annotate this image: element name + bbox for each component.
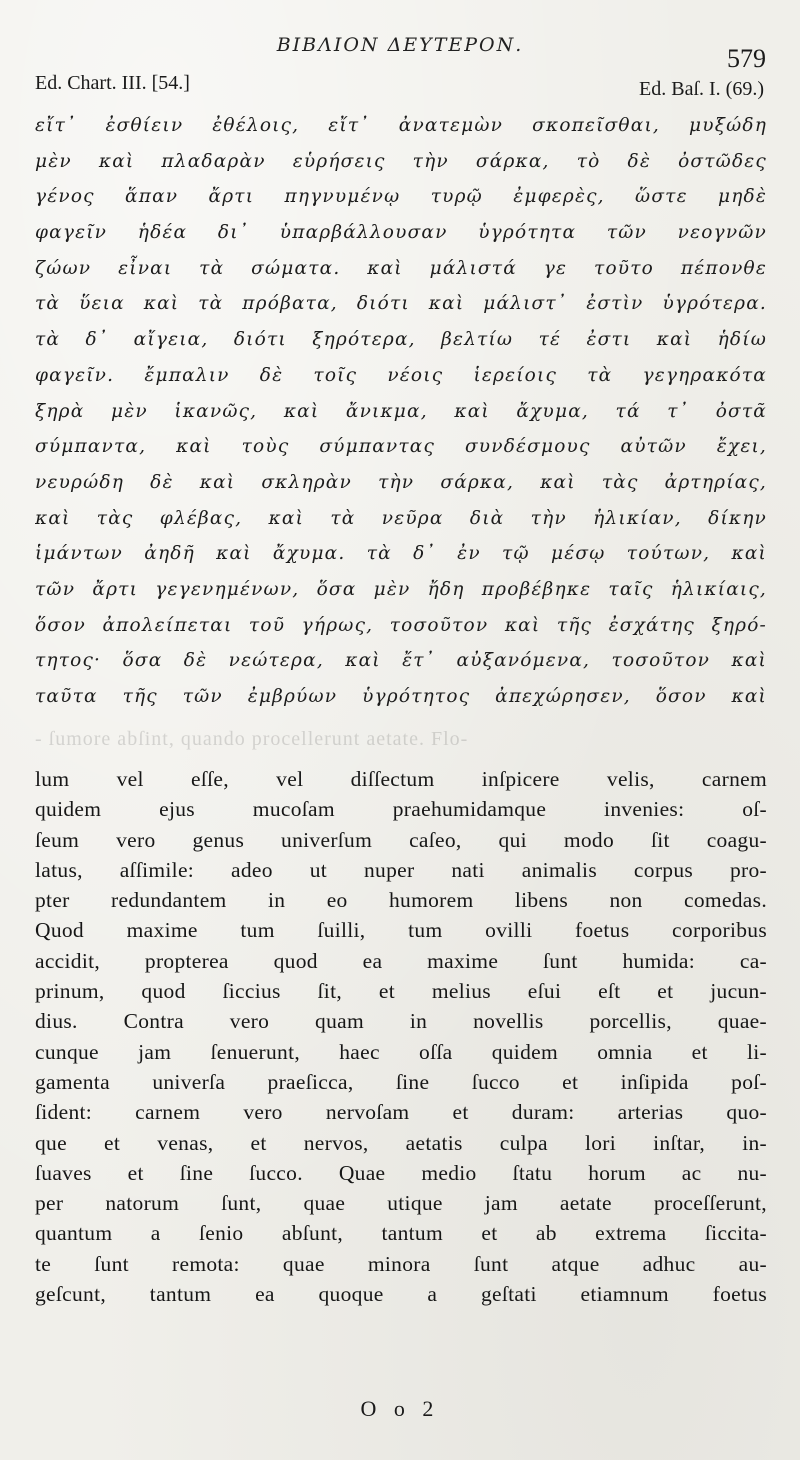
running-head: ΒΙΒΛΙΟΝ ΔΕΥΤΕΡΟΝ. (276, 34, 524, 56)
greek-line: καὶ τὰς φλέβας, καὶ τὰ νεῦρα διὰ τὴν ἡλικίαν, δίκην (35, 507, 767, 529)
latin-line: lum vel eſſe, vel diſſectum inſpicere velis, carnem (35, 767, 767, 791)
greek-line: γένος ἅπαν ἄρτι πηγνυμένῳ τυρῷ ἐμφερὲς, ὥστε μηδὲ (35, 186, 767, 208)
latin-line: ſident: carnem vero nervoſam et duram: arterias quo- (35, 1100, 767, 1125)
printer-signature-mark: O o 2 (360, 1396, 440, 1421)
latin-line: ſeum vero genus univerſum caſeo, qui modo ſit coagu- (35, 827, 767, 852)
latin-line: latus, aſſimile: adeo ut nuper nati animalis corpus pro- (35, 857, 767, 882)
bleed-through-text: - ſumore abſint, quando procellerunt aetate. Flo- (35, 728, 469, 750)
greek-line: φαγεῖν ἡδέα δι᾿ ὑπαρβάλλουσαν ὑγρότητα τῶν νεογνῶν (35, 222, 767, 244)
greek-line: μὲν καὶ πλαδαρὰν εὑρήσεις τὴν σάρκα, τὸ δὲ ὀστῶδες (35, 150, 767, 172)
greek-line: σύμπαντα, καὶ τοὺς σύμπαντας συνδέσμους αὐτῶν ἔχει, (35, 436, 767, 458)
greek-line: τὰ ὕεια καὶ τὰ πρόβατα, διότι καὶ μάλιστ᾿ ἐστὶν ὑγρότερα. (35, 293, 767, 315)
greek-line: τῶν ἄρτι γεγενημένων, ὅσα μὲν ἤδη προβέβηκε ταῖς ἡλικίαις, (35, 578, 767, 600)
latin-line: cunque jam ſenuerunt, haec oſſa quidem omnia et li- (35, 1039, 767, 1064)
latin-line: Quod maxime tum ſuilli, tum ovilli foetus corporibus (35, 918, 767, 943)
edition-reference-chartier: Ed. Chart. III. [54.] (35, 72, 190, 94)
greek-line: τὰ δ᾿ αἴγεια, διότι ξηρότερα, βελτίω τέ ἐστι καὶ ἡδίω (35, 329, 767, 351)
greek-line: ξηρὰ μὲν ἱκανῶς, καὶ ἄνικμα, καὶ ἄχυμα, τά τ᾿ ὀστᾶ (35, 400, 767, 422)
latin-line: per natorum ſunt, quae utique jam aetate proceſſerunt, (35, 1191, 767, 1216)
latin-line: que et venas, et nervos, aetatis culpa lori inſtar, in- (35, 1130, 767, 1155)
edition-reference-basel: Ed. Baſ. I. (69.) (639, 78, 764, 100)
latin-line: quantum a ſenio abſunt, tantum et ab extrema ſiccita- (35, 1221, 767, 1246)
greek-line: ταῦτα τῆς τῶν ἐμβρύων ὑγρότητος ἀπεχώρησεν, ὅσον καὶ (35, 686, 767, 707)
greek-line: εἴτ᾿ ἐσθίειν ἐθέλοις, εἴτ᾿ ἀνατεμὼν σκοπεῖσθαι, μυξώδη (35, 115, 767, 136)
greek-text-block (35, 108, 767, 715)
greek-line: φαγεῖν. ἔμπαλιν δὲ τοῖς νέοις ἱερείοις τὰ γεγηρακότα (35, 364, 767, 386)
latin-line: te ſunt remota: quae minora ſunt atque adhuc au- (35, 1251, 767, 1276)
latin-line: gamenta univerſa praeſicca, ſine ſucco et inſipida poſ- (35, 1069, 767, 1094)
greek-line: ἱμάντων ἀηδῆ καὶ ἄχυμα. τὰ δ᾿ ἐν τῷ μέσῳ τούτων, καὶ (35, 543, 767, 565)
latin-line: quidem ejus mucoſam praehumidamque invenies: oſ- (35, 797, 767, 822)
latin-line: dius. Contra vero quam in novellis porcellis, quae- (35, 1009, 767, 1034)
greek-line: νευρώδη δὲ καὶ σκληρὰν τὴν σάρκα, καὶ τὰς ἀρτηρίας, (35, 471, 767, 493)
latin-line: pter redundantem in eo humorem libens non comedas. (35, 888, 767, 913)
greek-line: ὅσον ἀπολείπεται τοῦ γήρως, τοσοῦτον καὶ τῆς ἐσχάτης ξηρό- (35, 614, 767, 636)
greek-line: τητος· ὅσα δὲ νεώτερα, καὶ ἔτ᾿ αὐξανόμενα, τοσοῦτον καὶ (35, 650, 767, 672)
latin-line: prinum, quod ſiccius ſit, et melius eſui eſt et jucun- (35, 979, 767, 1004)
greek-line: ζώων εἶναι τὰ σώματα. καὶ μάλιστά γε τοῦτο πέπονθε (35, 257, 767, 279)
page-number: 579 (727, 44, 766, 73)
latin-line: geſcunt, tantum ea quoque a geſtati etiamnum foetus (35, 1282, 767, 1307)
latin-line: accidit, propterea quod ea maxime ſunt humida: ca- (35, 948, 767, 973)
latin-text-block (35, 764, 767, 1309)
latin-line: ſuaves et ſine ſucco. Quae medio ſtatu horum ac nu- (35, 1160, 767, 1185)
